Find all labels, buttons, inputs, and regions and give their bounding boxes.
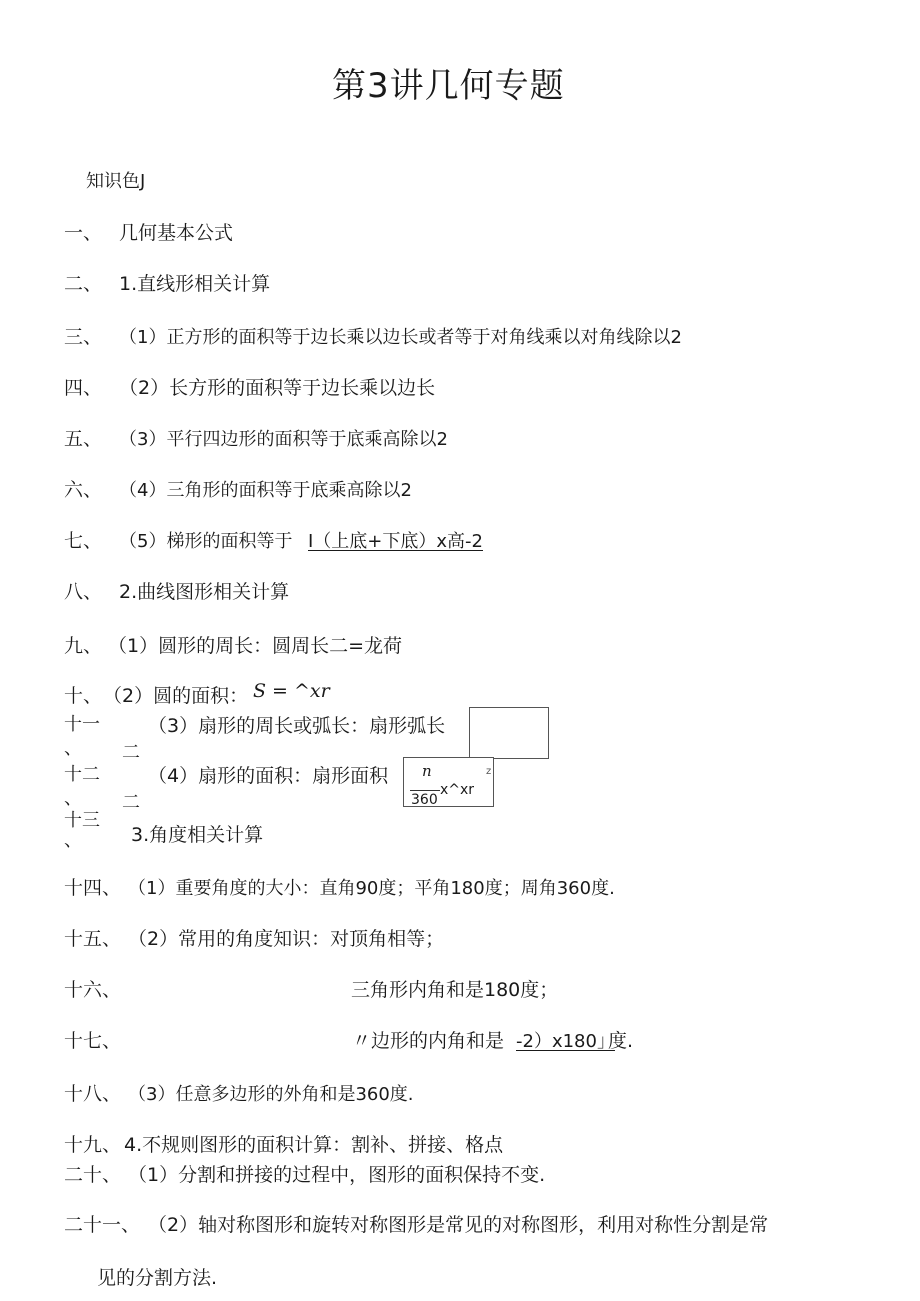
formula: S = ^xr [253, 680, 330, 702]
formula-box [469, 707, 549, 759]
line-number: 十六、 [64, 979, 122, 1001]
line-number-mark: 、 [64, 830, 82, 851]
line-number: 十七、 [64, 1030, 122, 1052]
line-number: 十三 [64, 810, 100, 831]
line-number: 七、 [64, 530, 103, 552]
line-number: 四、 [64, 377, 103, 399]
line-text: 1.直线形相关计算 [119, 273, 271, 295]
line-number: 一、 [64, 222, 103, 244]
section-heading: 知识色J [86, 171, 146, 192]
fragment-text: 二 [122, 742, 140, 763]
line-number: 八、 [64, 581, 103, 603]
line-text: （1）重要角度的大小：直角90度；平角180度；周角360度. [128, 878, 615, 899]
formula-text: x^xr [440, 782, 475, 798]
fraction-bar [410, 790, 440, 791]
line-text: （2）常用的角度知识：对顶角相等； [128, 928, 445, 950]
line-text: （1）分割和拼接的过程中，图形的面积保持不变. [128, 1164, 546, 1186]
line-number: 十八、 [64, 1083, 122, 1105]
line-text: （4）扇形的面积：扇形面积 [148, 765, 389, 787]
line-number: 二十一、 [64, 1214, 141, 1236]
line-text: （3）任意多边形的外角和是360度. [128, 1084, 414, 1105]
line-number: 五、 [64, 428, 103, 450]
line-text: （2）轴对称图形和旋转对称图形是常见的对称图形，利用对称性分割是常 [148, 1214, 769, 1236]
sector-area-formula-box [403, 757, 494, 807]
line-number: 十四、 [64, 877, 122, 899]
line-number: 六、 [64, 479, 103, 501]
page-title: 第3讲几何专题 [332, 66, 565, 106]
line-text: 〃边形的内角和是 [352, 1030, 505, 1052]
line-number: 十五、 [64, 928, 122, 950]
line-text: 三角形内角和是180度； [351, 979, 559, 1001]
line-text: （4）三角形的面积等于底乘高除以2 [119, 480, 412, 501]
line-text: （2）长方形的面积等于边长乘以边长 [119, 377, 436, 399]
formula-mark: z [486, 766, 492, 777]
line-text: 2.曲线图形相关计算 [119, 581, 290, 603]
line-text-continuation: 见的分割方法. [97, 1267, 218, 1289]
line-text: （3）扇形的周长或弧长：扇形弧长 [148, 715, 446, 737]
line-number: 十九、 [64, 1134, 122, 1156]
line-text-end: 度. [608, 1030, 634, 1052]
line-text: 3.角度相关计算 [131, 824, 264, 846]
formula-underlined: -2）x180」 [516, 1031, 615, 1052]
line-number: 九、 [64, 635, 103, 657]
line-text: （5）梯形的面积等于 [119, 531, 293, 552]
formula-n: n [422, 762, 432, 780]
line-number: 二十、 [64, 1164, 122, 1186]
line-text: 4.不规则图形的面积计算：割补、拼接、格点 [124, 1134, 504, 1156]
line-text: （1）正方形的面积等于边长乘以边长或者等于对角线乘以对角线除以2 [119, 327, 682, 348]
line-number-mark: 、 [64, 788, 82, 809]
fragment-text: 二 [122, 792, 140, 813]
line-number: 三、 [64, 326, 103, 348]
line-text: （2）圆的面积： [103, 685, 249, 707]
line-number: 十二 [64, 764, 100, 785]
line-text: 几何基本公式 [119, 222, 234, 244]
line-number-mark: 、 [64, 738, 82, 759]
line-text: （1）圆形的周长：圆周长二=龙荷 [108, 635, 403, 657]
formula-underlined: I（上底+下底）x高-2 [308, 531, 483, 552]
line-number: 二、 [64, 273, 103, 295]
line-number: 十一 [64, 714, 100, 735]
formula-denominator: 360 [411, 792, 438, 808]
line-number: 十、 [64, 685, 103, 707]
line-text: （3）平行四边形的面积等于底乘高除以2 [119, 429, 448, 450]
